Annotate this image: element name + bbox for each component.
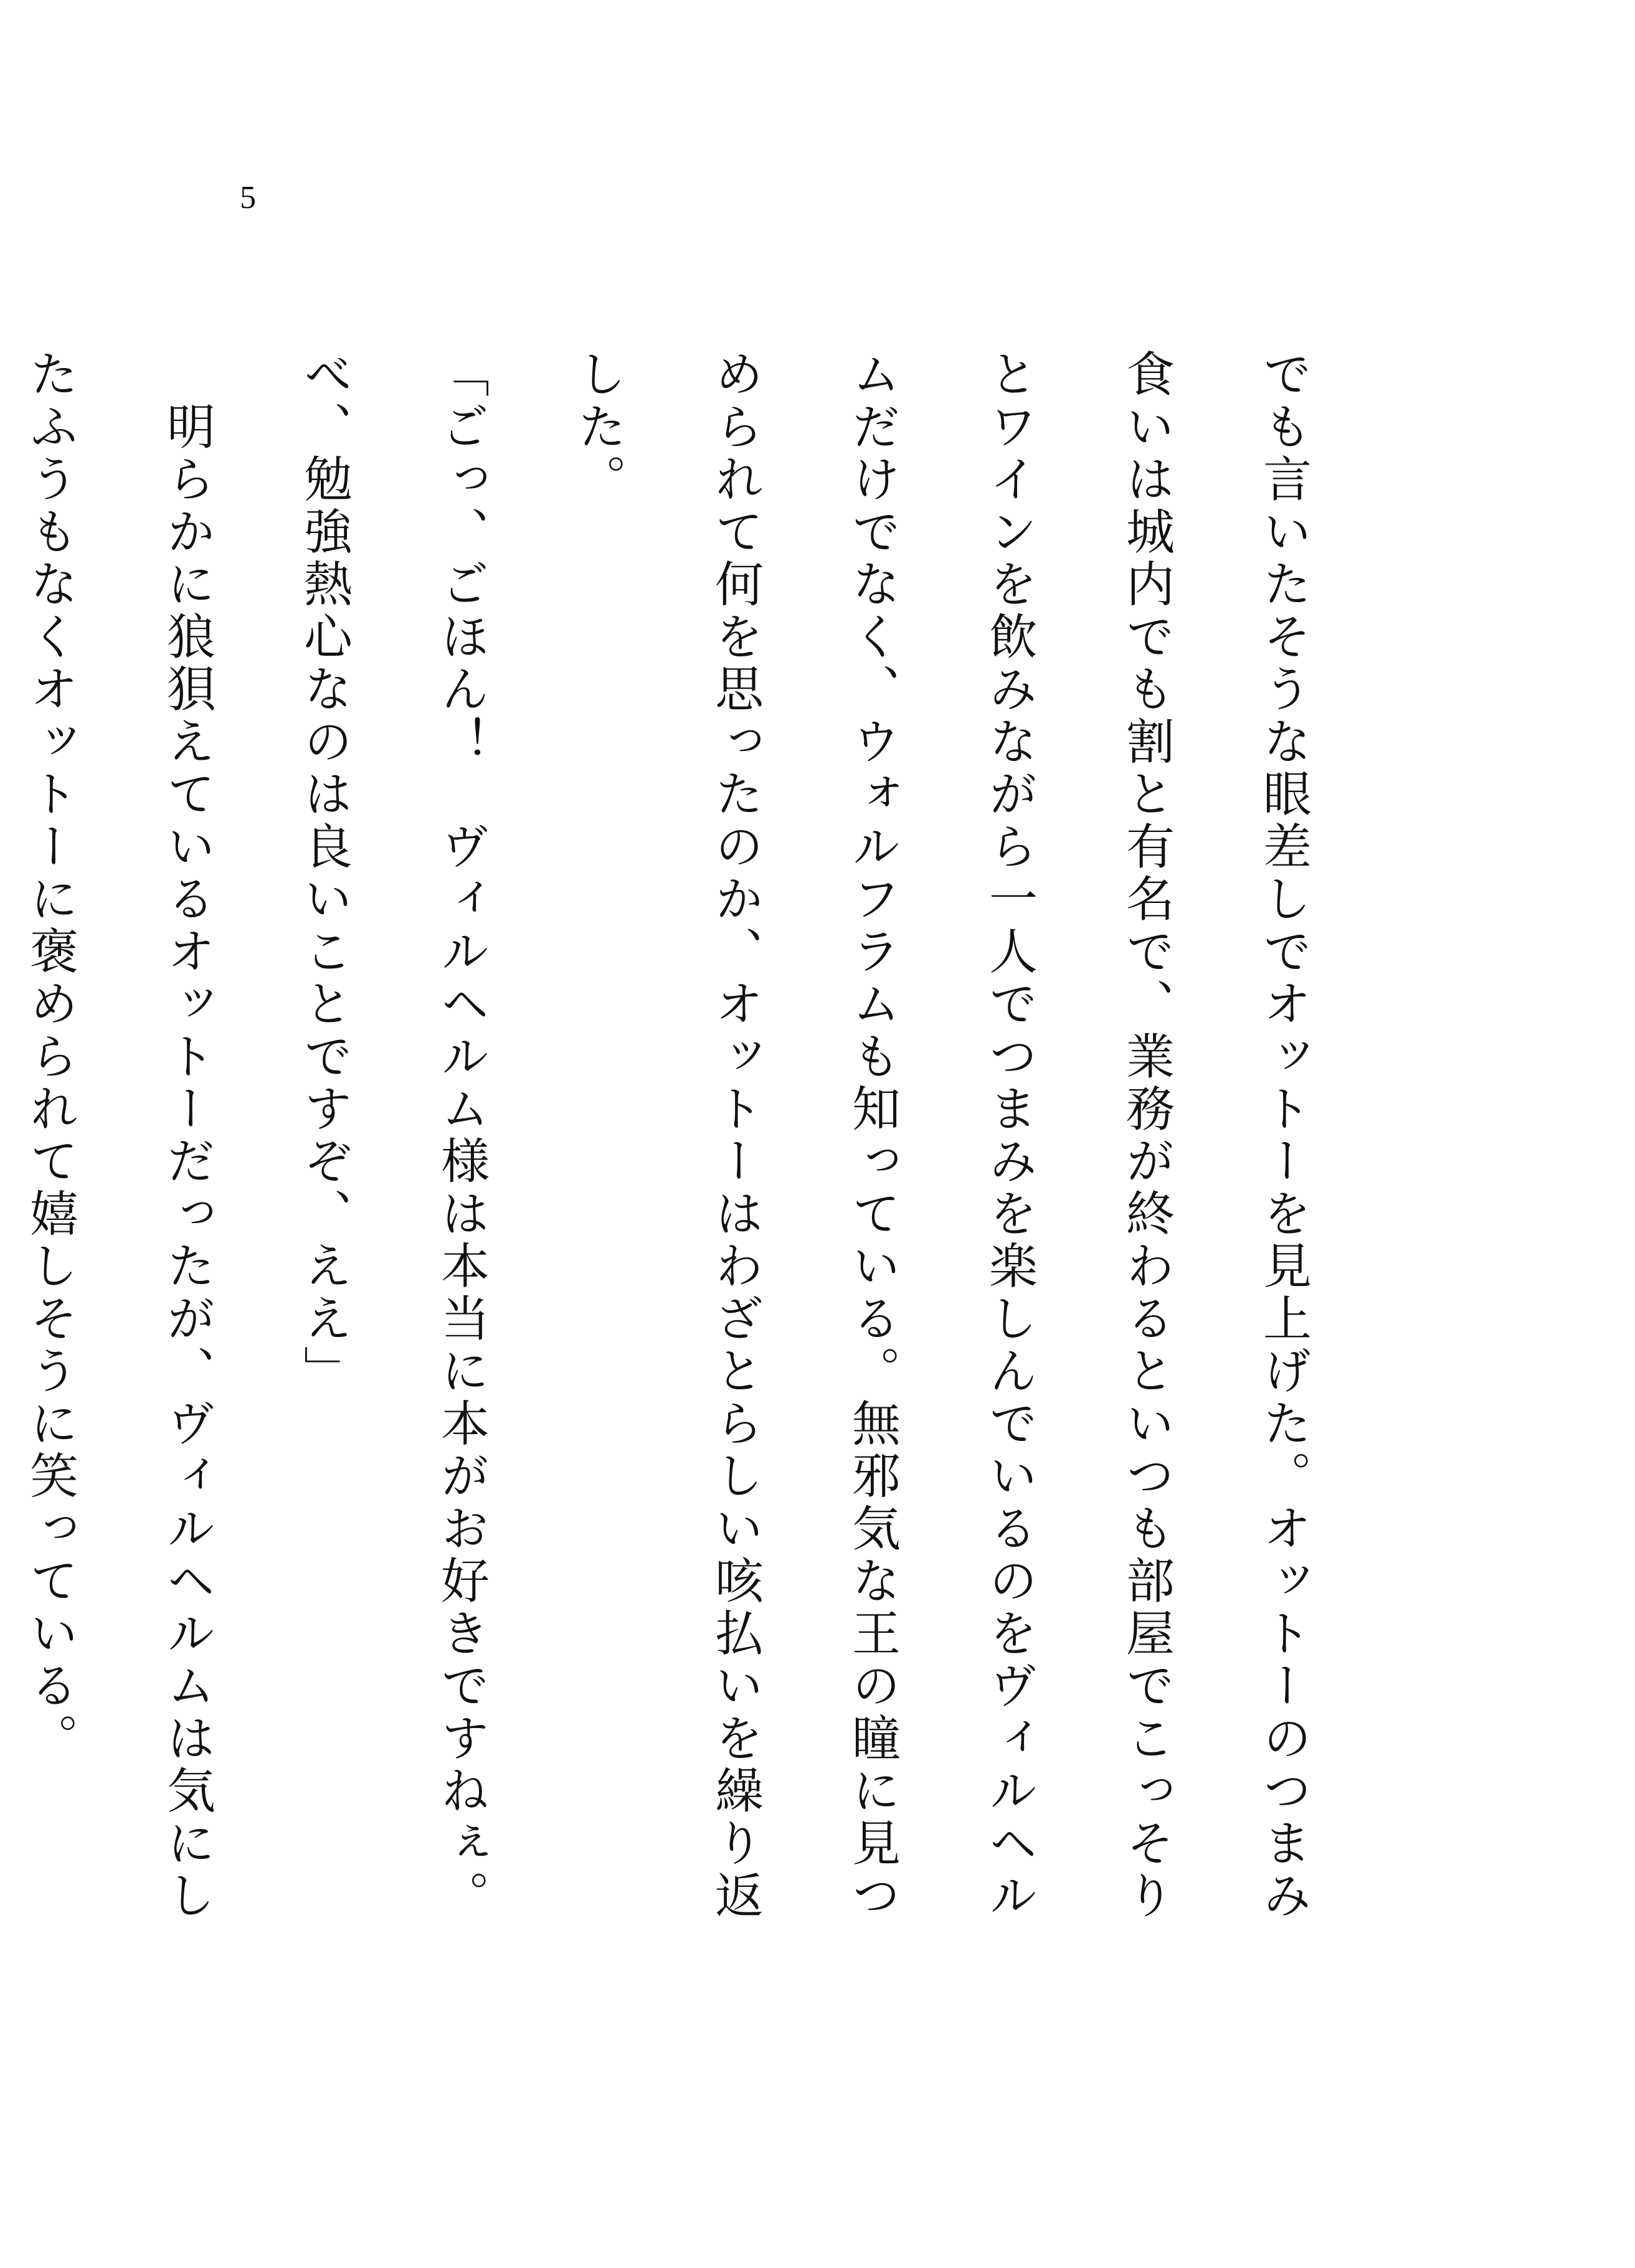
paragraph: でも言いたそうな眼差しでオットーを見上げた。オットーのつまみ食いは城内でも割と有名で、業務が終わるといつも部屋でこっそりとワインを飲みながら一人でつまみを楽しんでいるのをヴィルヘルムだけでなく、ウォルフラムも知っている。無邪気な王の瞳に見つめられて何を思ったのか、オットーはわざとらしい咳払いを繰り返した。 [570,349,1311,1923]
paragraph: 「ごっ、ごほん！ ヴィルヘルム様は本当に本がお好きですねぇ。べ、勉強熱心なのは良いことですぞ、ええ」 [296,349,489,1923]
paragraph: 明らかに狼狽えているオットーだったが、ヴィルヘルムは気にしたふうもなくオットーに褒められて嬉しそうに笑っている。 [22,349,215,1923]
body-text [22,349,1352,1943]
page-number: 5 [240,180,256,215]
